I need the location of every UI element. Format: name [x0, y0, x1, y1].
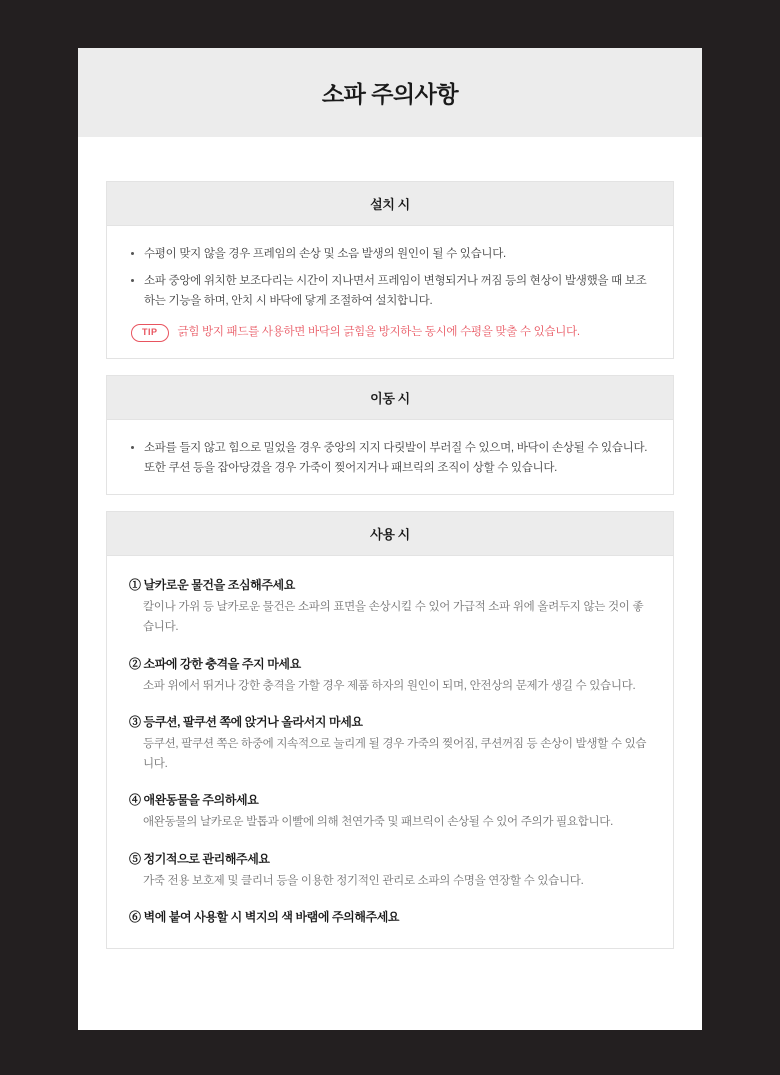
usage-item: [129, 850, 651, 892]
bullet-list: [129, 438, 651, 478]
section-usage: [106, 511, 674, 949]
tip-text: 긁힘 방지 패드를 사용하면 바닥의 긁힘을 방지하는 동시에 수평을 맞출 수 있습니다.: [177, 326, 580, 339]
section-install-header: [107, 182, 673, 226]
usage-item-desc: 등쿠션, 팔쿠션 쪽은 하중에 지속적으로 눌리게 될 경우 가죽의 찢어짐, 쿠션꺼짐 등 손상이 발생할 수 있습니다.: [143, 738, 647, 770]
page-title: 소파 주의사항: [321, 81, 459, 107]
section-move: [106, 375, 674, 495]
tip-badge: TIP: [131, 324, 169, 342]
section-heading: 이동 시: [370, 391, 410, 407]
usage-item-title: ② 소파에 강한 충격을 주지 마세요: [129, 656, 301, 671]
usage-item-desc: 가죽 전용 보호제 및 클리너 등을 이용한 정기적인 관리로 소파의 수명을 연장할 수 있습니다.: [143, 874, 584, 887]
section-usage-body: [107, 556, 673, 948]
usage-item-desc: 애완동물의 날카로운 발톱과 이빨에 의해 천연가죽 및 패브릭이 손상될 수 있어 주의가 필요합니다.: [143, 816, 613, 829]
list-item: 소파 중앙에 위치한 보조다리는 시간이 지나면서 프레임이 변형되거나 꺼짐 등의 현상이 발생했을 때 보조하는 기능을 하며, 안치 시 바닥에 닿게 조절하여 설치합니다.: [129, 271, 651, 311]
tip-row: [129, 323, 651, 342]
usage-item: [129, 655, 651, 697]
usage-item: [129, 791, 651, 833]
bullet-list: [129, 244, 651, 311]
section-usage-header: [107, 512, 673, 556]
document-content: [78, 137, 702, 949]
usage-item: [129, 576, 651, 637]
usage-item-title: ④ 애완동물을 주의하세요: [129, 793, 259, 808]
document-page: [78, 48, 702, 1030]
section-move-body: [107, 420, 673, 494]
page-header: [78, 48, 702, 137]
usage-item-title: ⑥ 벽에 붙여 사용할 시 벽지의 색 바램에 주의해주세요: [129, 910, 400, 925]
list-item: 수평이 맞지 않을 경우 프레임의 손상 및 소음 발생의 원인이 될 수 있습니다.: [129, 244, 651, 264]
usage-item: [129, 713, 651, 774]
section-install-body: [107, 226, 673, 358]
usage-item-title: ⑤ 정기적으로 관리해주세요: [129, 851, 270, 866]
section-move-header: [107, 376, 673, 420]
usage-item-desc: 칼이나 가위 등 날카로운 물건은 소파의 표면을 손상시킬 수 있어 가급적 소파 위에 올려두지 않는 것이 좋습니다.: [143, 601, 644, 633]
section-heading: 설치 시: [370, 197, 410, 212]
list-item: 소파를 들지 않고 힘으로 밀었을 경우 중앙의 지지 다릿발이 부러질 수 있으며, 바닥이 손상될 수 있습니다. 또한 쿠션 등을 잡아당겼을 경우 가죽이 찢어지거나 패브릭의 조직이 상할 수 있습니다.: [129, 438, 651, 478]
usage-item: [129, 908, 651, 926]
section-heading: 사용 시: [370, 527, 410, 543]
section-install: [106, 181, 674, 359]
usage-item-desc: 소파 위에서 뛰거나 강한 충격을 가할 경우 제품 하자의 원인이 되며, 안전상의 문제가 생길 수 있습니다.: [143, 679, 636, 692]
usage-item-title: ① 날카로운 물건을 조심해주세요: [129, 578, 295, 593]
usage-item-title: ③ 등쿠션, 팔쿠션 쪽에 앉거나 올라서지 마세요: [129, 715, 363, 730]
